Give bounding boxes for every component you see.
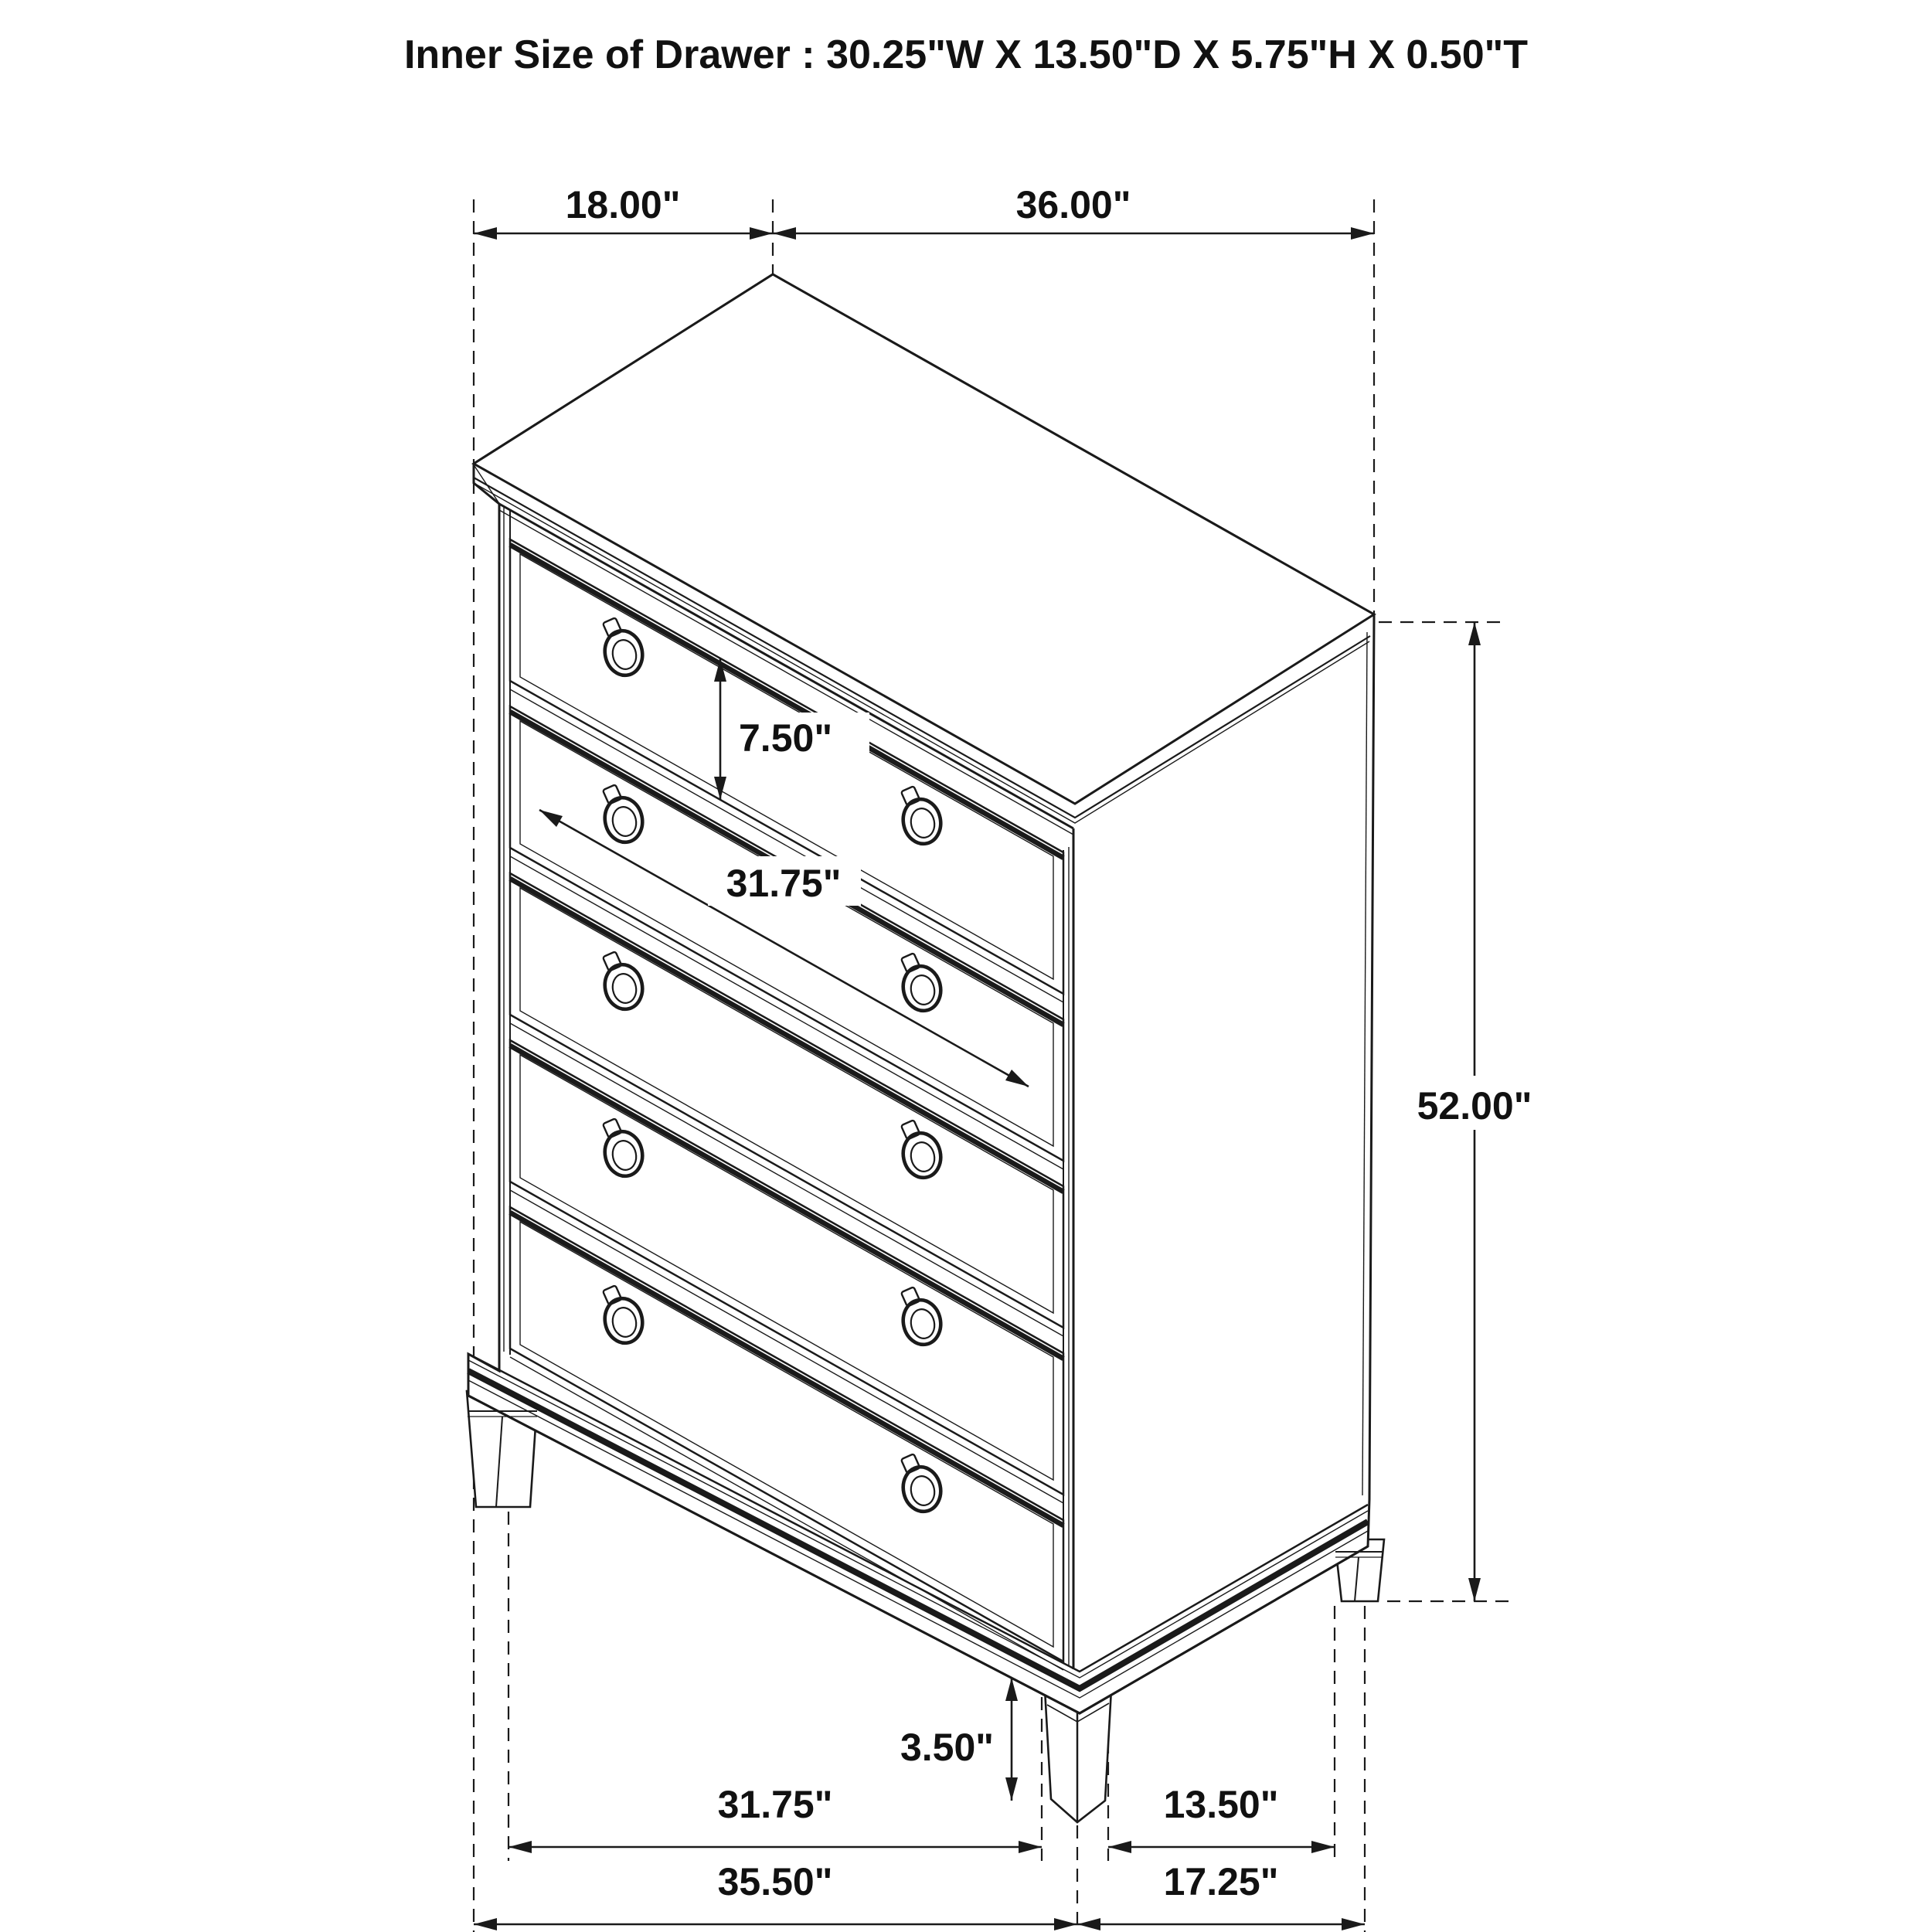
dim-bottom-width-between-legs	[509, 1783, 1042, 1853]
dim-label-bottom-depth-between-legs: 13.50"	[1163, 1783, 1279, 1826]
dim-label-bottom-overall-depth: 17.25"	[1163, 1860, 1279, 1903]
arrowhead-up	[1468, 622, 1481, 645]
dim-label-top-depth: 18.00"	[565, 183, 681, 226]
arrowhead-down	[1468, 1578, 1481, 1601]
arrowhead-down	[1005, 1777, 1018, 1801]
dim-top-depth	[474, 183, 773, 240]
dim-top-width	[773, 183, 1374, 240]
dim-label-bottom-width-between-legs: 31.75"	[717, 1783, 833, 1826]
dim-label-drawer-front-width: 31.75"	[726, 862, 842, 905]
arrowhead-left	[474, 227, 497, 240]
arrowhead-right	[750, 227, 773, 240]
dim-label-top-width: 36.00"	[1015, 183, 1131, 226]
dim-bottom-overall-depth	[1077, 1860, 1365, 1930]
dim-bottom-overall-width	[474, 1860, 1077, 1930]
dim-label-overall-height: 52.00"	[1417, 1084, 1532, 1128]
arrowhead-right	[1351, 227, 1374, 240]
arrowhead-left	[1108, 1841, 1131, 1853]
arrowhead-left	[1077, 1918, 1100, 1930]
dim-bottom-depth-between-legs	[1108, 1783, 1335, 1853]
arrowhead-right	[1019, 1841, 1042, 1853]
arrowhead-left	[773, 227, 796, 240]
drawing-title: Inner Size of Drawer : 30.25"W X 13.50"D X 5.75"H X 0.50"T	[403, 32, 1529, 77]
dim-label-leg-height: 3.50"	[900, 1726, 994, 1769]
arrowhead-right	[1311, 1841, 1335, 1853]
dim-label-drawer-height: 7.50"	[739, 716, 833, 760]
dim-overall-height	[1396, 622, 1554, 1601]
dim-label-bottom-overall-width: 35.50"	[717, 1860, 833, 1903]
chest	[467, 274, 1384, 1822]
arrowhead-left	[474, 1918, 497, 1930]
dim-leg-height	[900, 1678, 1018, 1801]
arrowhead-right	[1342, 1918, 1365, 1930]
arrowhead-left	[509, 1841, 532, 1853]
arrowhead-right	[1054, 1918, 1077, 1930]
